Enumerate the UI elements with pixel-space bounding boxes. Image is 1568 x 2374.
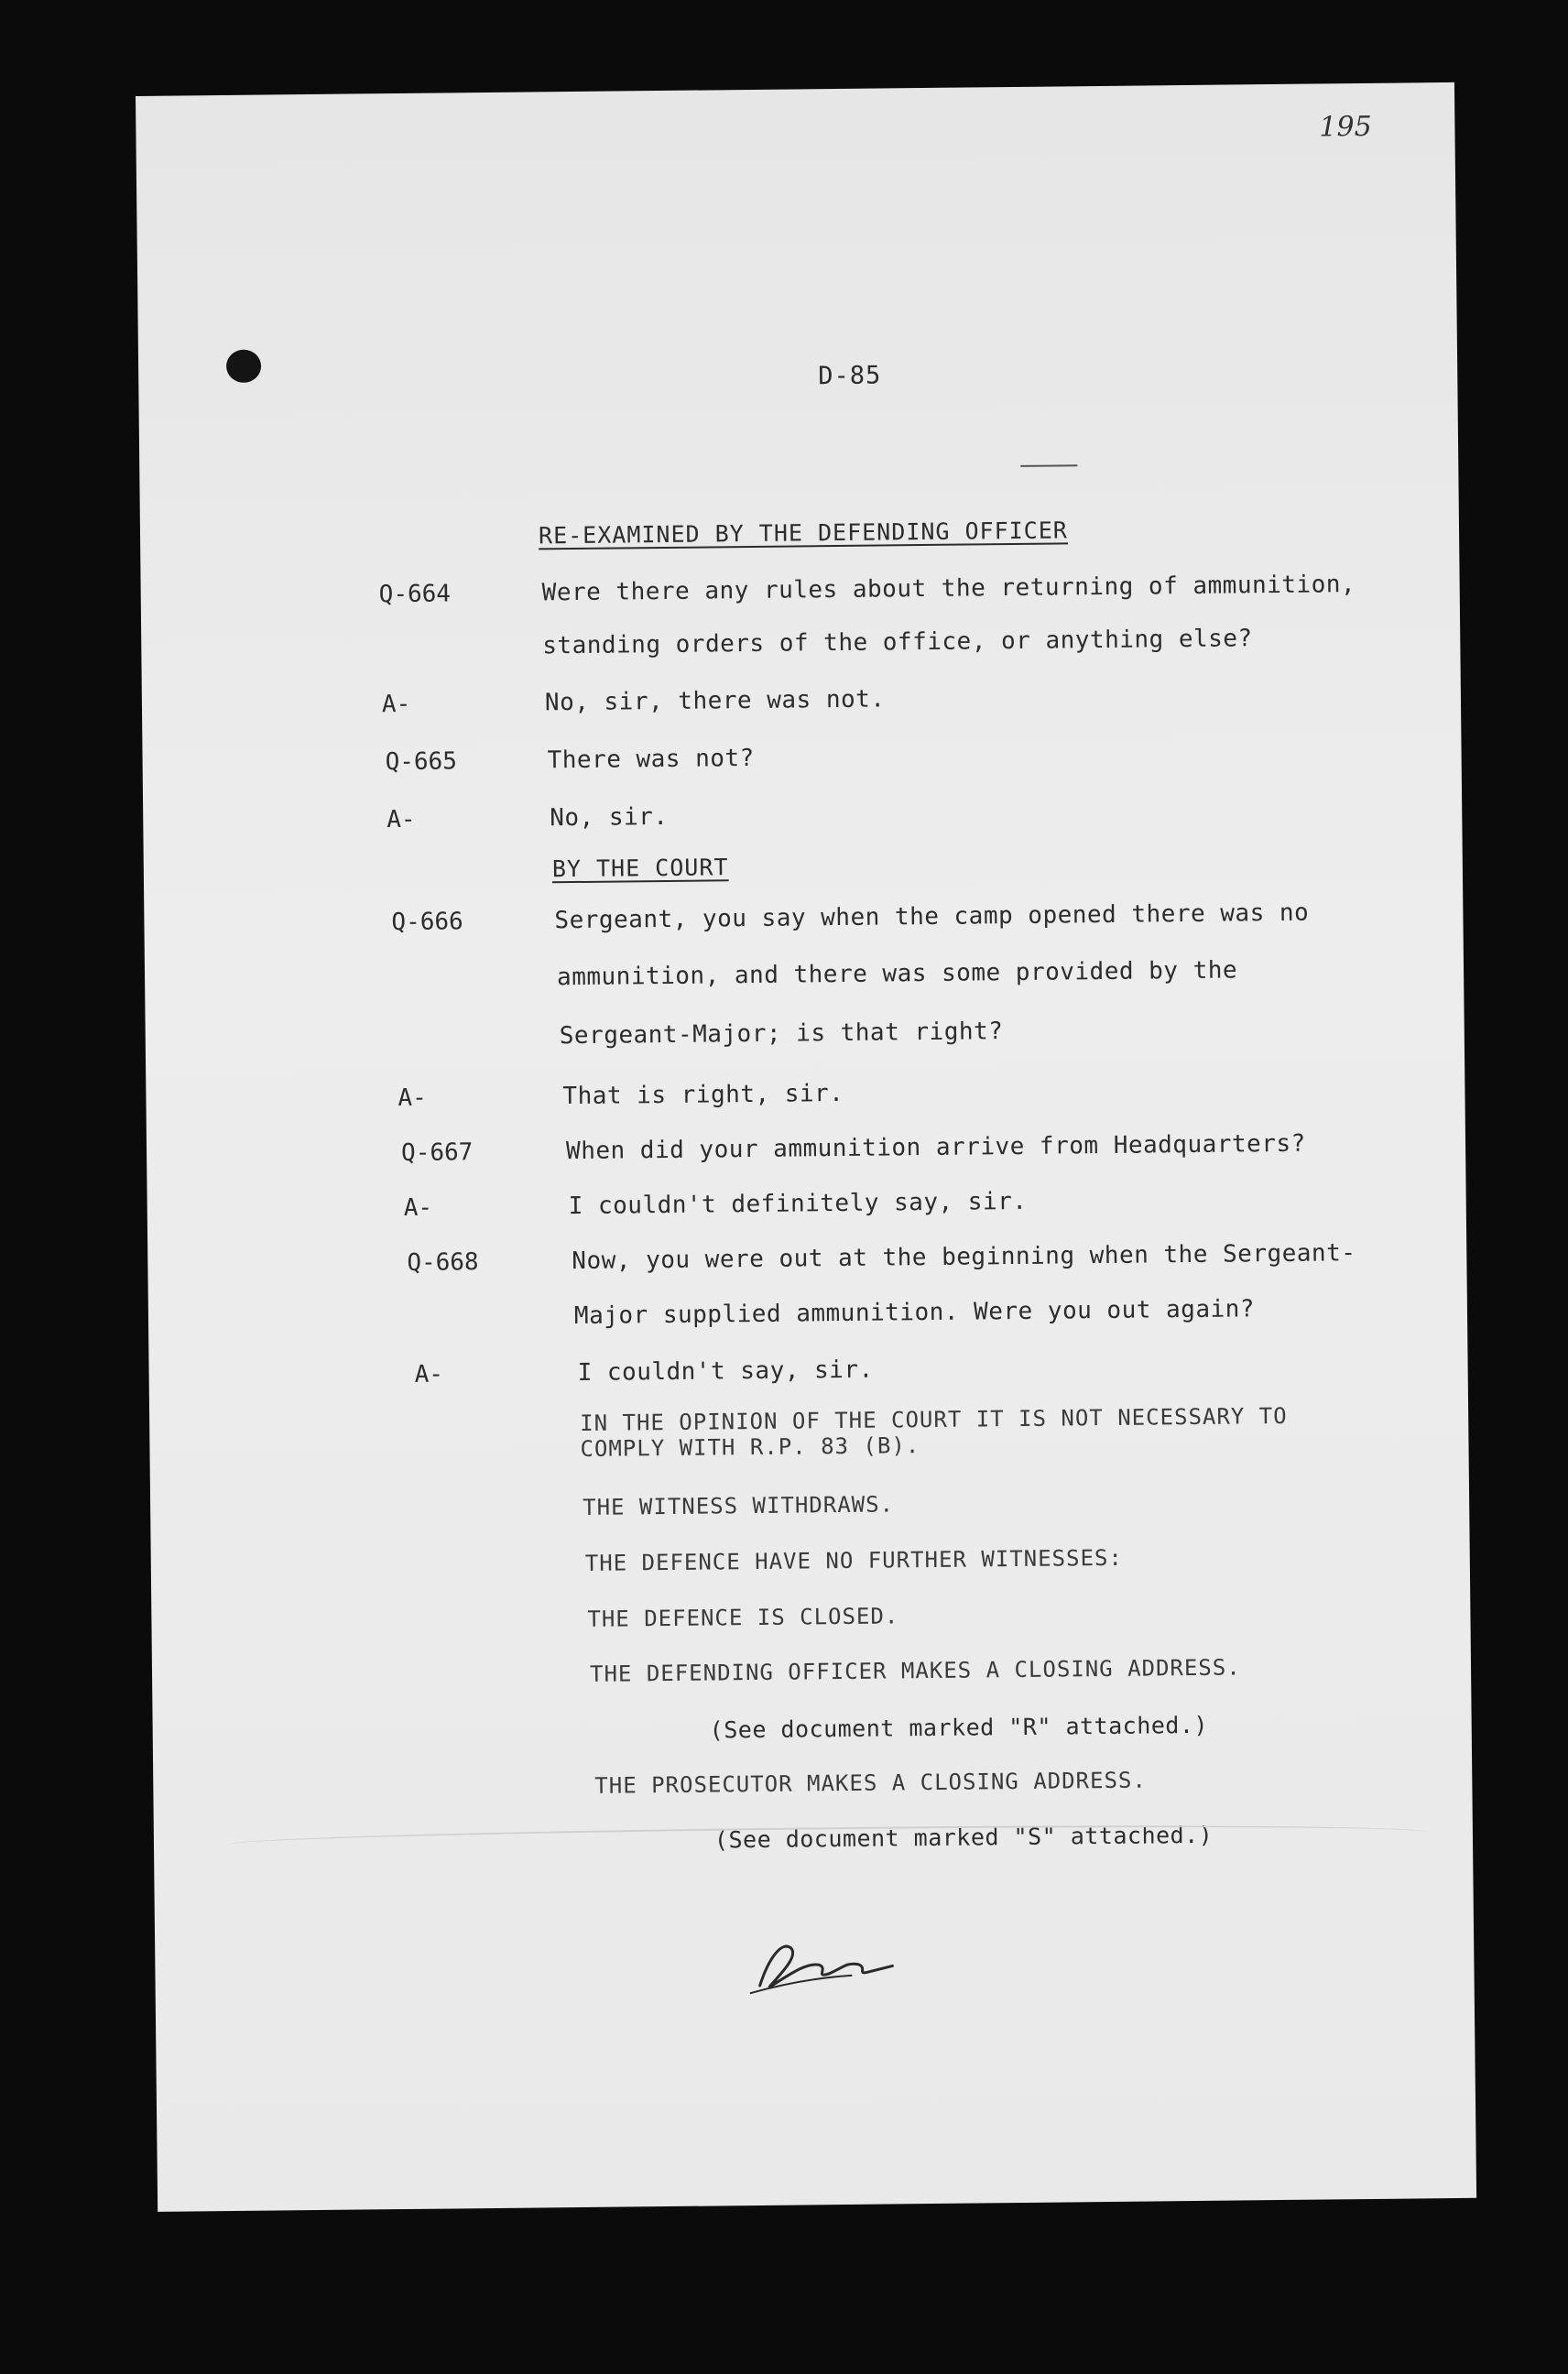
entry-label: Q-666: [391, 908, 463, 937]
court-opinion-line: COMPLY WITH R.P. 83 (B).: [580, 1432, 920, 1462]
entry-text: ammunition, and there was some provided by the: [556, 956, 1238, 992]
entry-text: When did your ammunition arrive from Headquarters?: [565, 1129, 1306, 1166]
signature: [741, 1920, 916, 2004]
heading-by-court: BY THE COURT: [551, 854, 729, 883]
page-number: 195: [1319, 110, 1372, 144]
witness-withdraws: THE WITNESS WITHDRAWS.: [583, 1491, 895, 1520]
entry-text: No, sir, there was not.: [544, 685, 886, 717]
prosecutor-address: THE PROSECUTOR MAKES A CLOSING ADDRESS.: [594, 1767, 1147, 1799]
entry-text: Major supplied ammunition. Were you out again?: [573, 1295, 1256, 1331]
court-opinion-line: IN THE OPINION OF THE COURT IT IS NOT NECESSARY TO: [580, 1402, 1288, 1436]
document-page: [136, 82, 1476, 2212]
entry-label: Q-664: [378, 580, 452, 609]
entry-text: Sergeant-Major; is that right?: [559, 1018, 1004, 1051]
defending-officer-address: THE DEFENDING OFFICER MAKES A CLOSING ADDRESS.: [589, 1654, 1241, 1687]
attachment-note-s: (See document marked "S" attached.): [713, 1821, 1214, 1854]
entry-label: A-: [381, 690, 411, 719]
entry-text: Now, you were out at the beginning when the Sergeant-: [572, 1239, 1356, 1276]
entry-text: I couldn't say, sir.: [577, 1356, 874, 1388]
document-reference: D-85: [818, 361, 882, 391]
entry-text: Were there any rules about the returning of ammunition,: [541, 571, 1356, 607]
entry-label: Q-668: [407, 1248, 479, 1277]
heading-re-examined: RE-EXAMINED BY THE DEFENDING OFFICER: [538, 517, 1069, 550]
entry-text: I couldn't definitely say, sir.: [568, 1187, 1028, 1221]
entry-label: A-: [387, 805, 416, 834]
entry-text: Sergeant, you say when the camp opened there was no: [554, 898, 1310, 935]
entry-text: No, sir.: [550, 802, 669, 833]
punch-hole: [226, 350, 261, 383]
defence-no-witnesses: THE DEFENCE HAVE NO FURTHER WITNESSES:: [584, 1544, 1123, 1576]
entry-label: A-: [403, 1193, 433, 1223]
attachment-note-r: (See document marked "R" attached.): [709, 1711, 1209, 1744]
entry-text: There was not?: [547, 744, 755, 775]
defence-closed: THE DEFENCE IS CLOSED.: [587, 1603, 899, 1632]
entry-label: Q-667: [400, 1138, 474, 1168]
entry-label: A-: [397, 1084, 427, 1113]
entry-text: That is right, sir.: [562, 1079, 844, 1111]
entry-label: Q-665: [385, 747, 458, 777]
entry-label: A-: [414, 1360, 444, 1388]
reference-rule: [1020, 464, 1077, 467]
entry-text: standing orders of the office, or anything else?: [542, 625, 1253, 660]
